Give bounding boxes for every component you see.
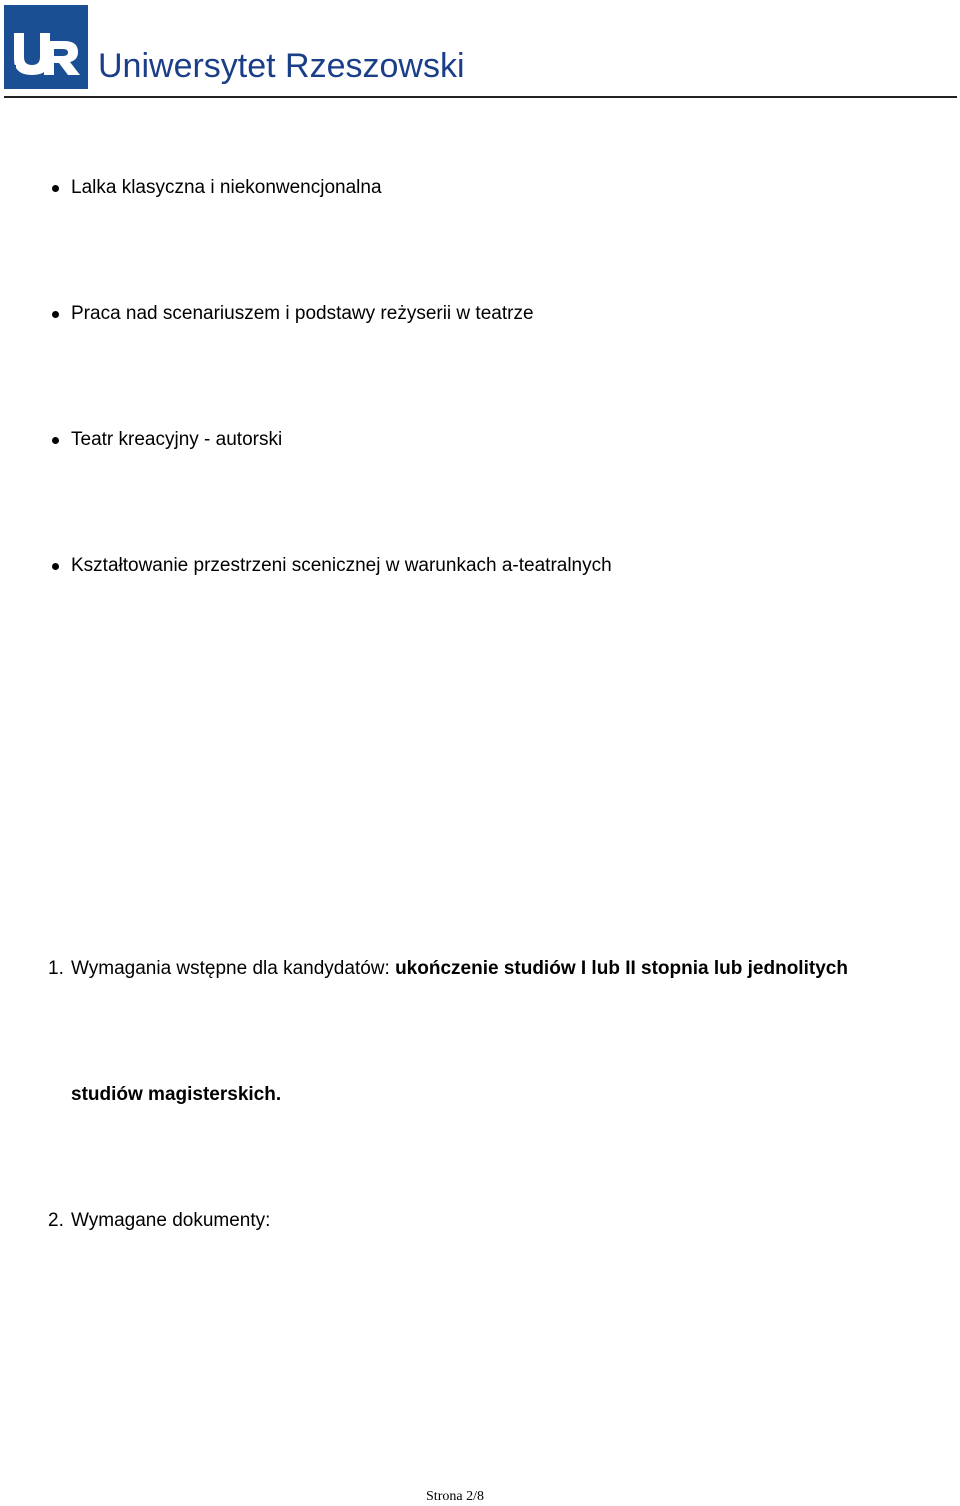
list-item-text: Praca nad scenariuszem i podstawy reżyserii w teatrze <box>71 303 534 324</box>
requirements-value: ukończenie studiów I lub II stopnia lub jednolitych <box>395 958 848 979</box>
header-divider <box>4 96 957 98</box>
page-footer <box>0 1488 960 1506</box>
bullet-icon <box>52 437 59 444</box>
page-number: Strona 2/8 <box>426 1489 484 1504</box>
list-item-text: Lalka klasyczna i niekonwencjonalna <box>71 177 382 198</box>
item-number: 1. <box>48 958 64 979</box>
list-item-text: Teatr kreacyjny - autorski <box>71 429 283 450</box>
university-logo <box>4 5 88 89</box>
requirements-value-continued: studiów magisterskich. <box>71 1084 282 1105</box>
item-number: 2. <box>48 1210 64 1231</box>
requirements-label: Wymagania wstępne dla kandydatów: <box>71 958 396 979</box>
page-header <box>4 5 957 98</box>
bullet-icon <box>52 563 59 570</box>
list-item-text: Kształtowanie przestrzeni scenicznej w warunkach a-teatralnych <box>71 555 612 576</box>
bullet-icon <box>52 311 59 318</box>
requirements-text <box>71 957 848 981</box>
documents-label: Wymagane dokumenty: <box>71 1210 271 1231</box>
bullet-icon <box>52 185 59 192</box>
university-name: Uniwersytet Rzeszowski <box>98 47 465 85</box>
